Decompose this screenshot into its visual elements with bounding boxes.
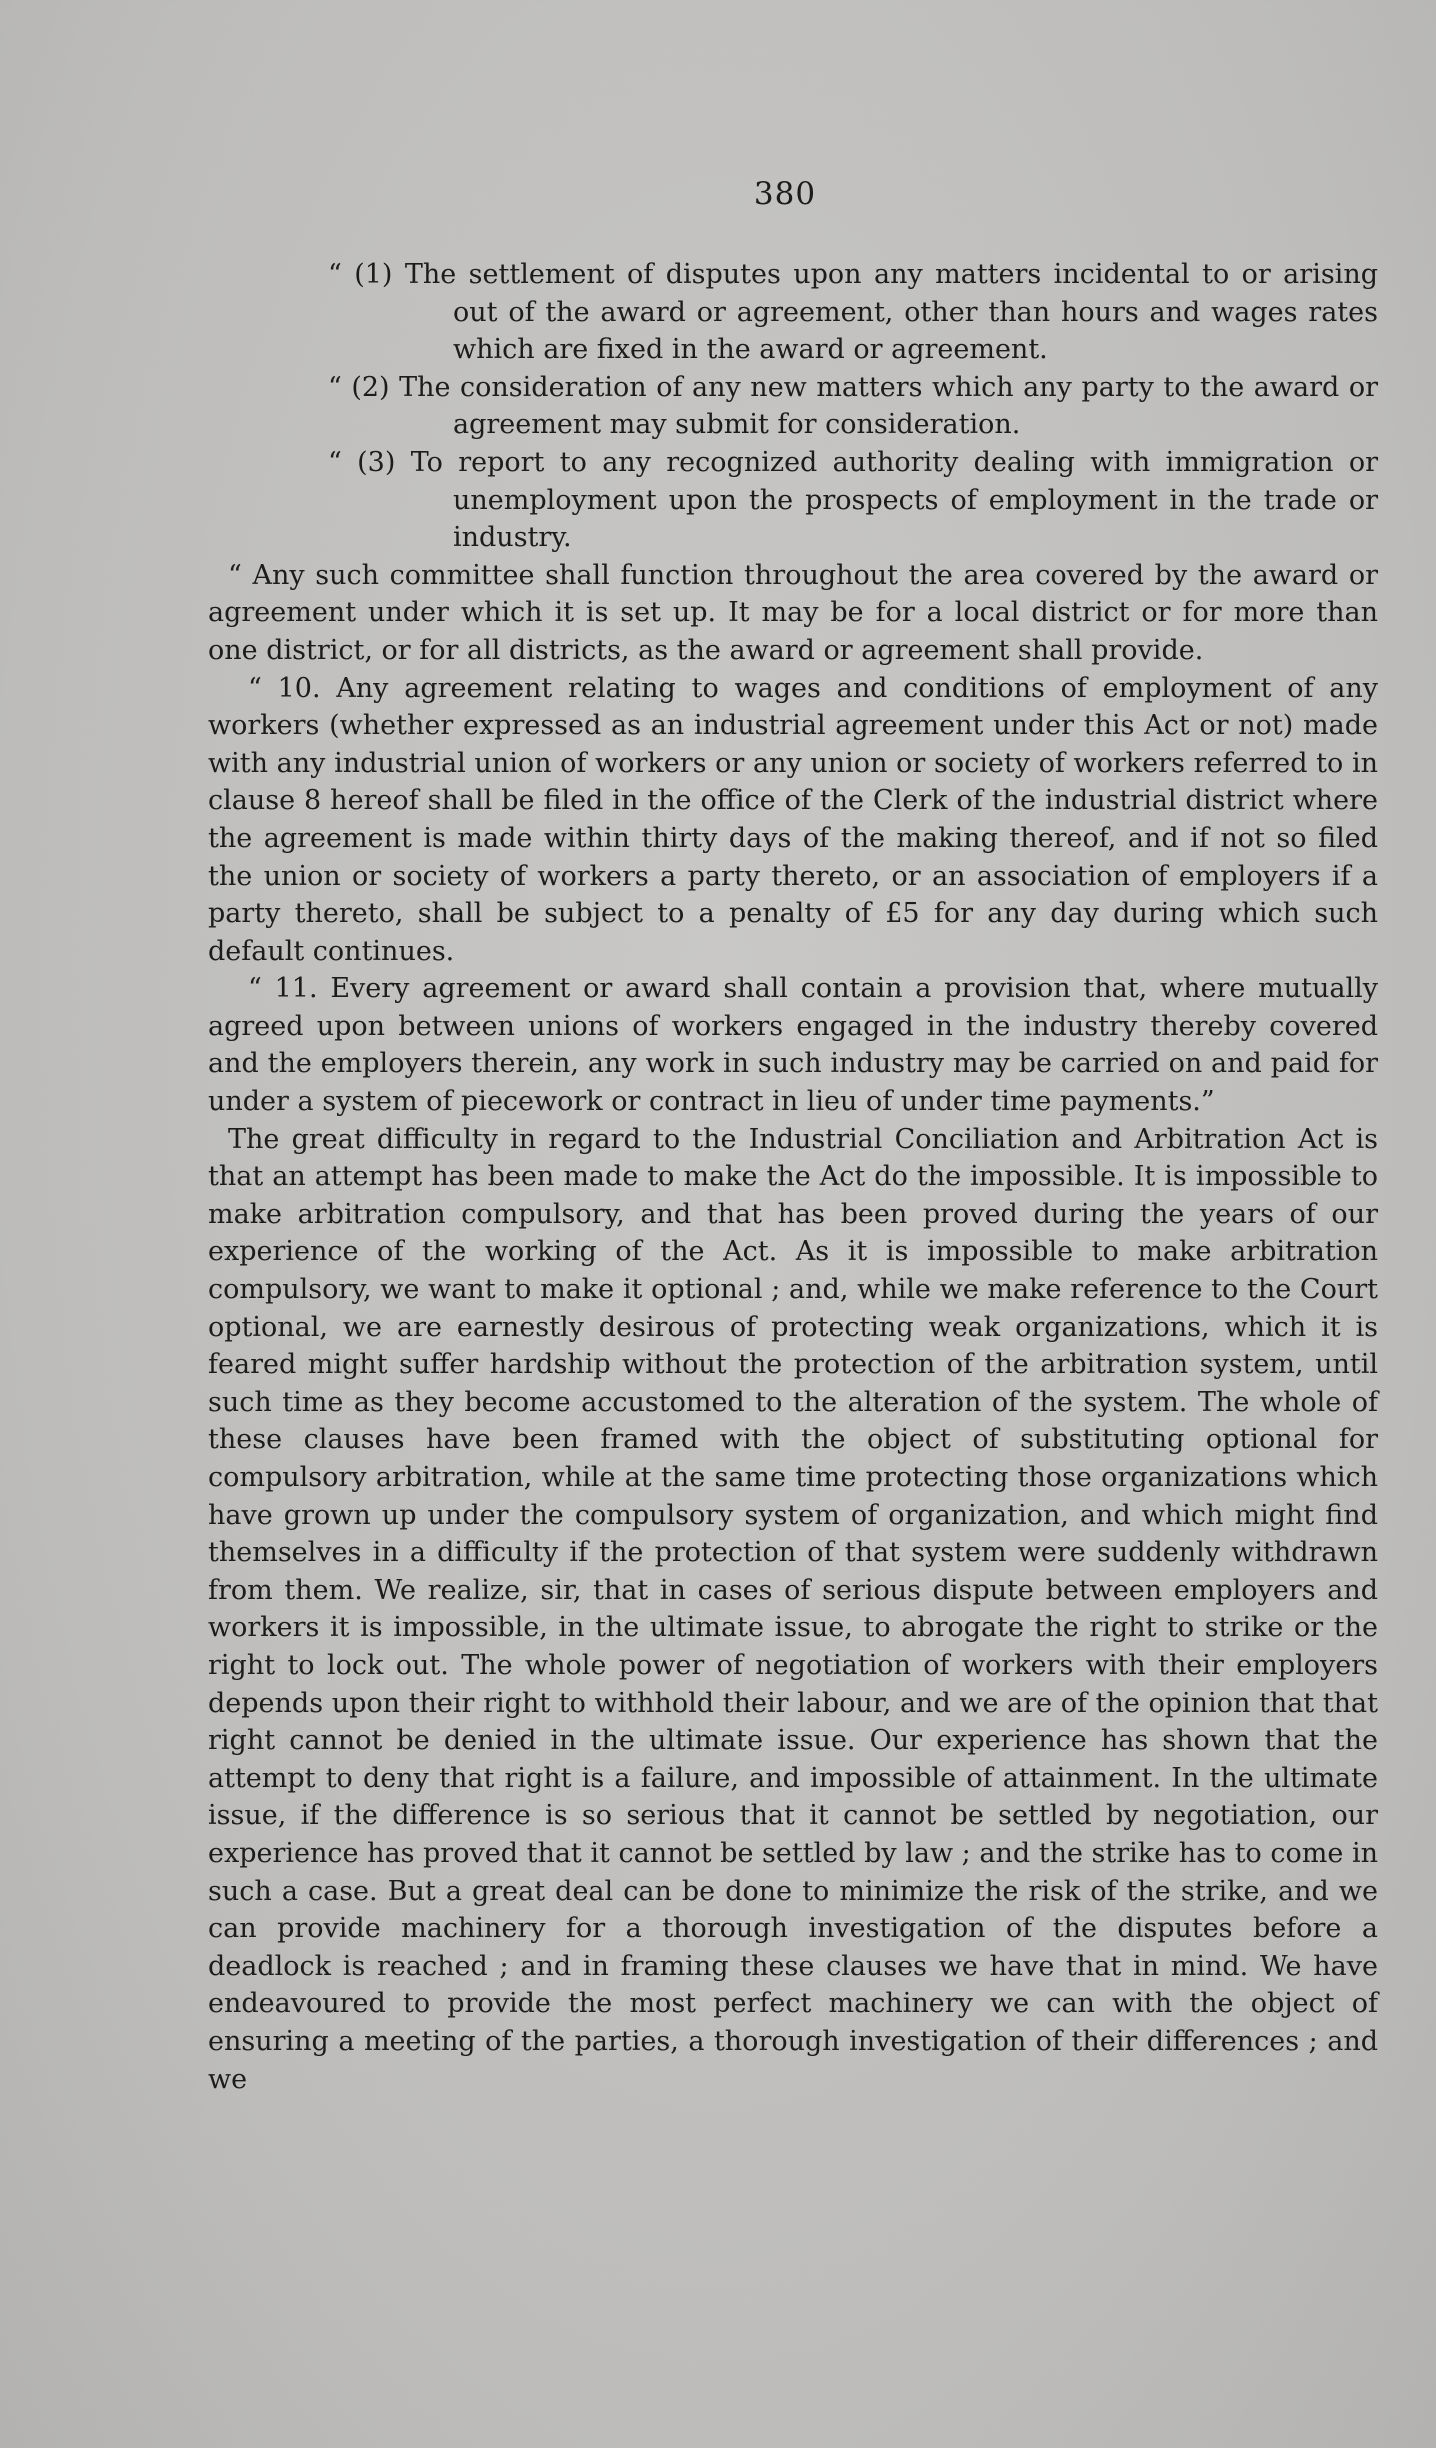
paragraph-clause-11: “ 11. Every agreement or award shall contain a provision that, where mutually agreed upon between unions of workers engaged in the industry thereby covered and the employers therein, any work in such industry may be carried on and paid for under a system of piecework or contract in lieu of under time payments.” bbox=[208, 973, 1378, 1118]
clause-2: “ (2) The consideration of any new matters which any party to the award or agreement may submit for consideration. bbox=[328, 371, 1378, 441]
clause-3: “ (3) To report to any recognized authority dealing with immigration or unemployment upon the prospects of employment in the trade or industry. bbox=[328, 446, 1378, 554]
clause-1: “ (1) The settlement of disputes upon any matters incidental to or arising out of the award or agreement, other than hours and wages rates which are fixed in the award or agreement. bbox=[328, 259, 1378, 366]
page-number: 380 bbox=[753, 176, 817, 212]
body-text bbox=[208, 256, 1378, 2098]
paragraph-arbitration-discussion: The great difficulty in regard to the Industrial Conciliation and Arbitration Act is that an attempt has been made to make the Act do the impossible. It is impossible to make arbitration compulsory, and that has been proved during the years of our experience of the working of the Act. As it is impossible to make arbitration compulsory, we want to make it optional ; and, while we make reference to the Court optional, we are earnestly desirous of protecting weak organizations, which it is feared might suffer hardship without the protection of the arbitration system, until such time as they become accustomed to the alteration of the system. The whole of these clauses have been framed with the object of substituting optional for compulsory arbitration, while at the same time protecting those organizations which have grown up under the compulsory system of organization, and which might find themselves in a difficulty if the protection of that system were suddenly withdrawn from them. We realize, sir, that in cases of serious dispute between employers and workers it is impossible, in the ultimate issue, to abrogate the right to strike or the right to lock out. The whole power of negotiation of workers with their employers depends upon their right to withhold their labour, and we are of the opinion that that right cannot be denied in the ultimate issue. Our experience has shown that the attempt to deny that right is a failure, and impossible of attainment. In the ultimate issue, if the difference is so serious that it cannot be settled by negotiation, our experience has proved that it cannot be settled by law ; and the strike has to come in such a case. But a great deal can be done to minimize the risk of the strike, and we can provide machinery for a thorough investigation of the disputes before a deadlock is reached ; and in framing these clauses we have that in mind. We have endeavoured to provide the most perfect machinery we can with the object of ensuring a meeting of the parties, a thorough investigation of their differences ; and we bbox=[208, 1123, 1378, 2095]
paragraph-clause-10: “ 10. Any agreement relating to wages and conditions of employment of any workers (whether expressed as an industrial agreement under this Act or not) made with any industrial union of workers or any union or society of workers referred to in clause 8 hereof shall be filed in the office of the Clerk of the industrial district where the agreement is made within thirty days of the making thereof, and if not so filed the union or society of workers a party thereto, or an association of employers if a party thereto, shall be subject to a penalty of £5 for any day during which such default continues. bbox=[208, 672, 1378, 967]
paragraph-committee: “ Any such committee shall function throughout the area covered by the award or agreement under which it is set up. It may be for a local district or for more than one district, or for all districts, as the award or agreement shall provide. bbox=[208, 559, 1378, 666]
